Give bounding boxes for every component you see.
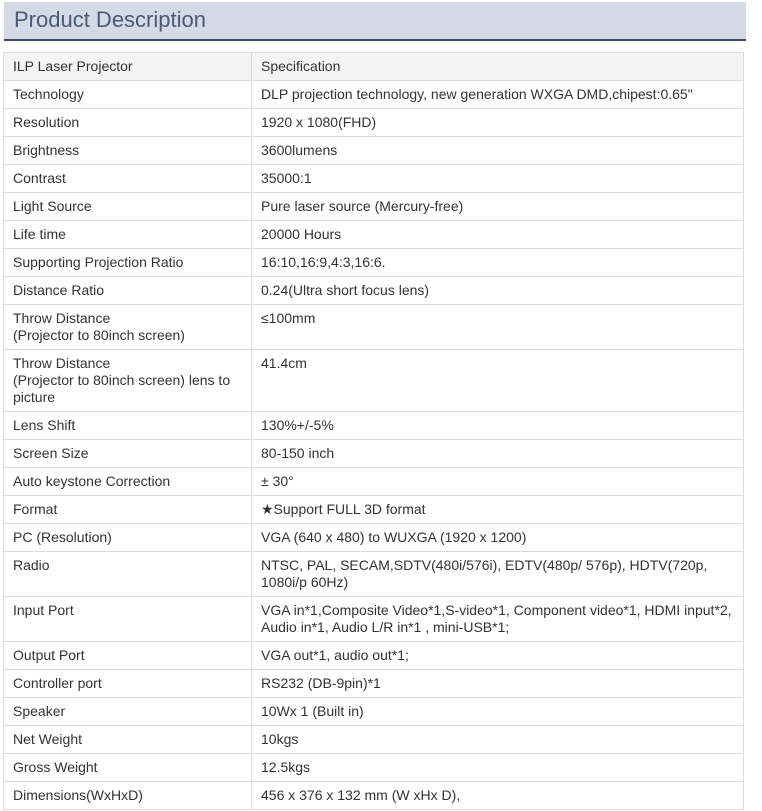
row-value: VGA (640 x 480) to WUXGA (1920 x 1200) [252, 524, 744, 552]
row-value: 80-150 inch [252, 440, 744, 468]
row-label: Gross Weight [4, 754, 252, 782]
row-label: Auto keystone Correction [4, 468, 252, 496]
row-label: Throw Distance (Projector to 80inch screen) lens to picture [4, 350, 252, 412]
row-label: Technology [4, 81, 252, 109]
row-label: Output Port [4, 642, 252, 670]
section-header [4, 2, 746, 41]
table-row [4, 440, 744, 468]
table-row [4, 468, 744, 496]
row-label: Life time [4, 221, 252, 249]
row-label: Distance Ratio [4, 277, 252, 305]
row-value: 35000:1 [252, 165, 744, 193]
row-label: Brightness [4, 137, 252, 165]
column-header-spec: Specification [252, 53, 744, 81]
table-row [4, 754, 744, 782]
spec-table [3, 52, 744, 810]
row-value: 12.5kgs [252, 754, 744, 782]
table-row [4, 81, 744, 109]
row-value: 456 x 376 x 132 mm (W xHx D), [252, 782, 744, 810]
table-row [4, 552, 744, 597]
row-label: Format [4, 496, 252, 524]
row-value: ★Support FULL 3D format [252, 496, 744, 524]
table-row [4, 305, 744, 350]
row-value: 10kgs [252, 726, 744, 754]
table-row [4, 109, 744, 137]
row-label: Lens Shift [4, 412, 252, 440]
row-label: Net Weight [4, 726, 252, 754]
table-row [4, 221, 744, 249]
table-row [4, 726, 744, 754]
row-label: Screen Size [4, 440, 252, 468]
row-value: DLP projection technology, new generation WXGA DMD,chipest:0.65" [252, 81, 744, 109]
row-label: Radio [4, 552, 252, 597]
row-value: 41.4cm [252, 350, 744, 412]
row-value: ≤100mm [252, 305, 744, 350]
row-label: Dimensions(WxHxD) [4, 782, 252, 810]
row-value: 20000 Hours [252, 221, 744, 249]
table-row [4, 782, 744, 810]
row-label: Supporting Projection Ratio [4, 249, 252, 277]
row-label: Throw Distance (Projector to 80inch screen) [4, 305, 252, 350]
table-header-row [4, 53, 744, 81]
row-value: 10Wx 1 (Built in) [252, 698, 744, 726]
table-row [4, 350, 744, 412]
column-header-product: ILP Laser Projector [4, 53, 252, 81]
row-value: 1920 x 1080(FHD) [252, 109, 744, 137]
row-label: Controller port [4, 670, 252, 698]
row-value: 16:10,16:9,4:3,16:6. [252, 249, 744, 277]
row-label: Contrast [4, 165, 252, 193]
row-value: 130%+/-5% [252, 412, 744, 440]
table-row [4, 249, 744, 277]
table-row [4, 642, 744, 670]
row-label: Input Port [4, 597, 252, 642]
row-value: RS232 (DB-9pin)*1 [252, 670, 744, 698]
table-row [4, 496, 744, 524]
row-label: Resolution [4, 109, 252, 137]
row-value: ± 30° [252, 468, 744, 496]
table-row [4, 670, 744, 698]
table-row [4, 277, 744, 305]
section-title: Product Description [14, 7, 206, 32]
table-row [4, 412, 744, 440]
row-value: VGA in*1,Composite Video*1,S-video*1, Component video*1, HDMI input*2, Audio in*1, Audio L/R in*1 , mini-USB*1; [252, 597, 744, 642]
table-row [4, 193, 744, 221]
row-value: NTSC, PAL, SECAM,SDTV(480i/576i), EDTV(480p/ 576p), HDTV(720p, 1080i/p 60Hz) [252, 552, 744, 597]
table-row [4, 698, 744, 726]
row-label: Speaker [4, 698, 252, 726]
table-row [4, 137, 744, 165]
row-value: 0.24(Ultra short focus lens) [252, 277, 744, 305]
row-value: 3600lumens [252, 137, 744, 165]
row-label: PC (Resolution) [4, 524, 252, 552]
table-row [4, 165, 744, 193]
table-row [4, 524, 744, 552]
row-value: Pure laser source (Mercury-free) [252, 193, 744, 221]
table-row [4, 597, 744, 642]
row-label: Light Source [4, 193, 252, 221]
row-value: VGA out*1, audio out*1; [252, 642, 744, 670]
